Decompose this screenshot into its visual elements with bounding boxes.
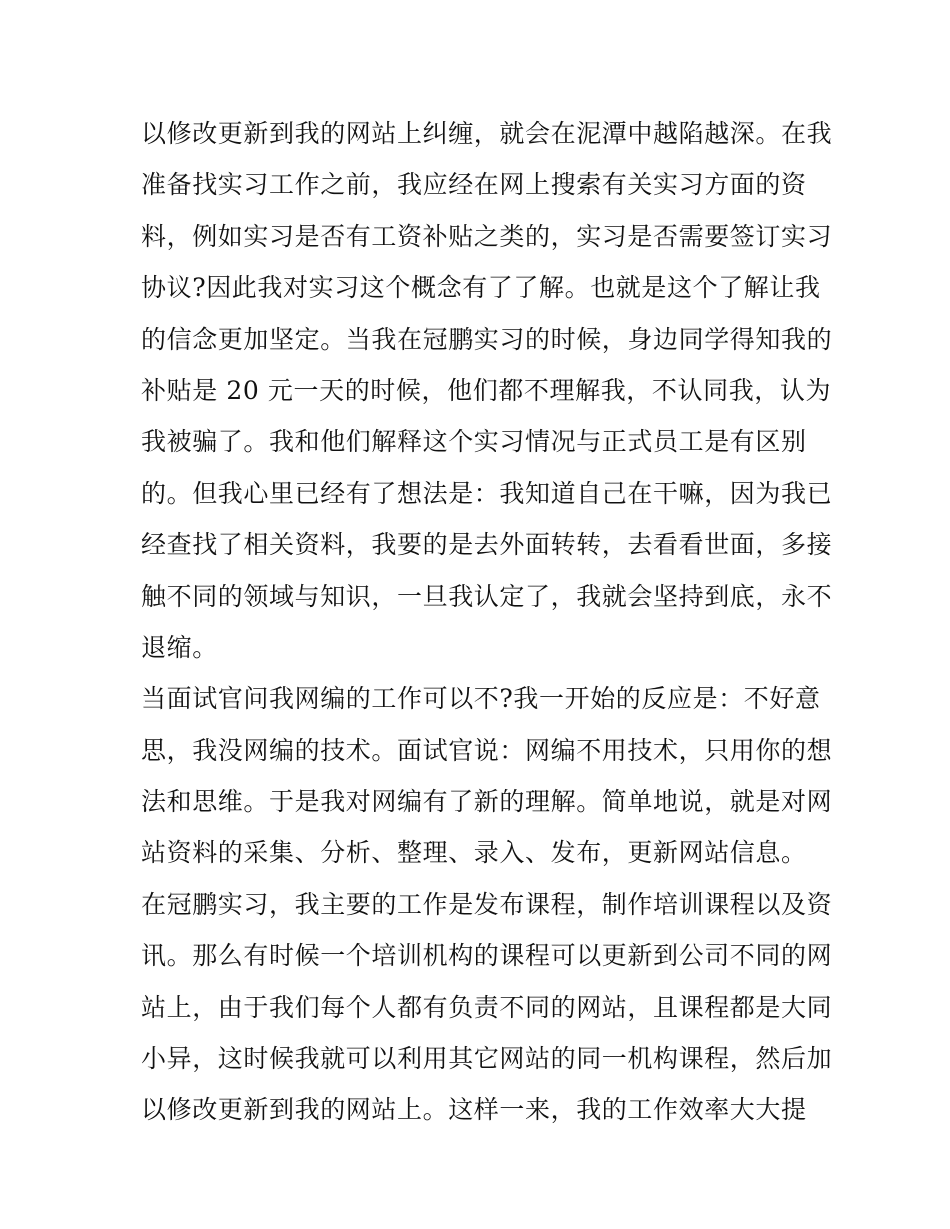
- text-line: 经查找了相关资料，我要的是去外面转转，去看看世面，多接: [141, 530, 833, 560]
- text-line: 以修改更新到我的网站上纠缠，就会在泥潭中越陷越深。在我: [141, 119, 833, 148]
- text-line: 料，例如实习是否有工资补贴之类的，实习是否需要签订实习: [141, 221, 833, 251]
- text-line: 讯。那么有时候一个培训机构的课程可以更新到公司不同的网: [141, 941, 833, 971]
- text-line: 法和思维。于是我对网编有了新的理解。简单地说，就是对网: [141, 787, 833, 817]
- text-line: 站上，由于我们每个人都有负责不同的网站，且课程都是大同: [141, 992, 833, 1022]
- text-line: 小异，这时候我就可以利用其它网站的同一机构课程，然后加: [141, 1044, 833, 1074]
- text-line: 在冠鹏实习，我主要的工作是发布课程，制作培训课程以及资: [141, 889, 833, 919]
- text-line: 我被骗了。我和他们解释这个实习情况与正式员工是有区别: [141, 427, 807, 457]
- text-line: 补贴是 20 元一天的时候，他们都不理解我，不认同我，认为: [141, 375, 832, 405]
- text-line: 协议?因此我对实习这个概念有了了解。也就是这个了解让我: [141, 273, 821, 303]
- text-line: 的。但我心里已经有了想法是：我知道自己在干嘛，因为我已: [141, 478, 833, 508]
- text-line: 站资料的采集、分析、整理、录入、发布，更新网站信息。: [141, 838, 807, 868]
- text-line: 思，我没网编的技术。面试官说：网编不用技术，只用你的想: [141, 735, 833, 765]
- text-line: 以修改更新到我的网站上。这样一来，我的工作效率大大提: [141, 1095, 807, 1125]
- text-line: 当面试官问我网编的工作可以不?我一开始的反应是：不好意: [141, 684, 821, 714]
- body-text: [141, 108, 831, 1136]
- text-line: 的信念更加坚定。当我在冠鹏实习的时候，身边同学得知我的: [141, 324, 833, 354]
- text-line: 退缩。: [141, 632, 218, 662]
- text-line: 准备找实习工作之前，我应经在网上搜索有关实习方面的资: [141, 170, 807, 200]
- text-line: 触不同的领域与知识，一旦我认定了，我就会坚持到底，永不: [141, 581, 833, 611]
